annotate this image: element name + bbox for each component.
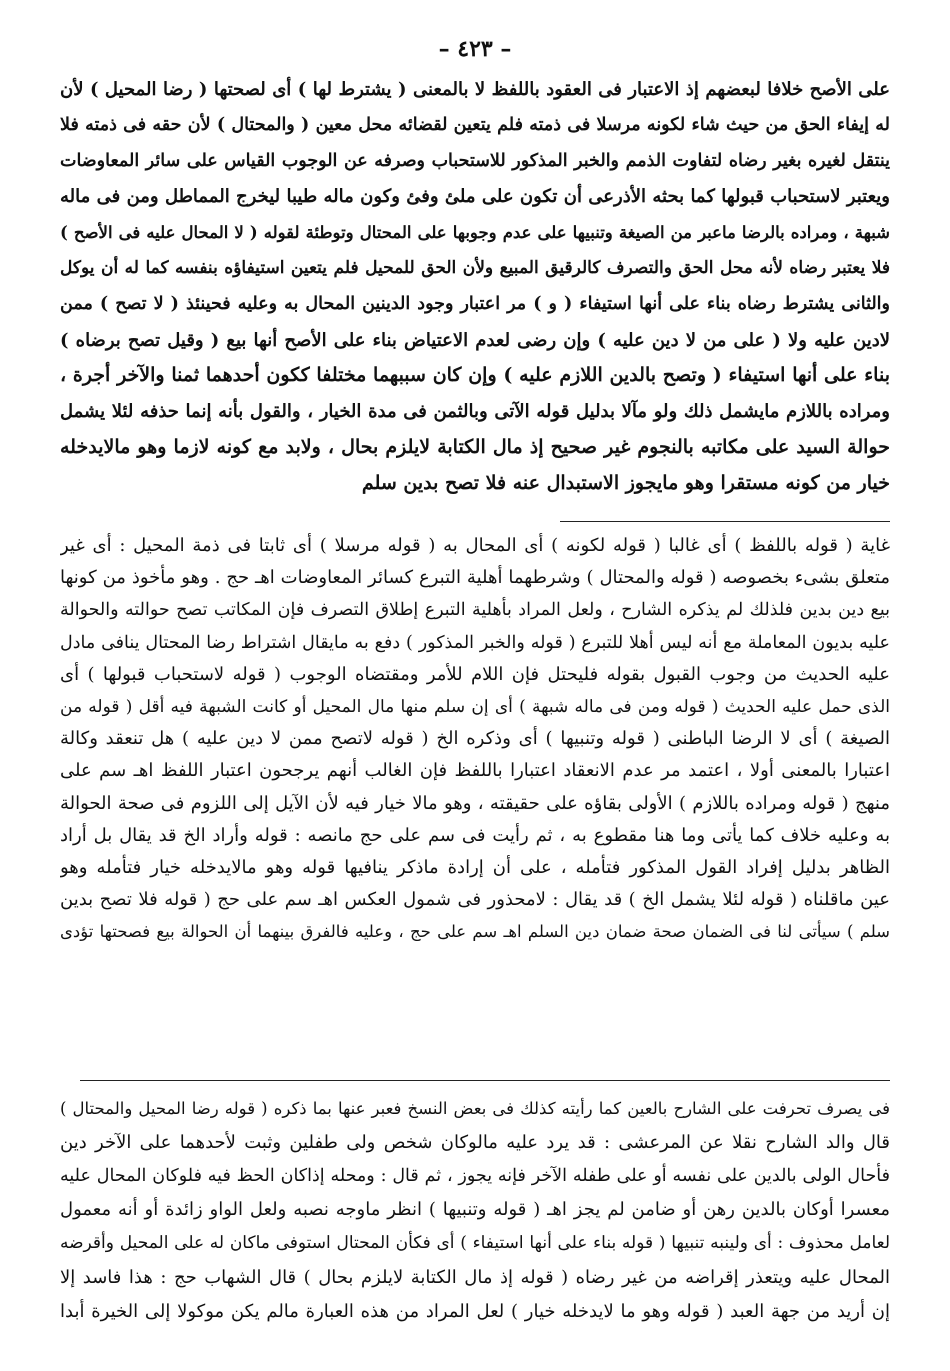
section-divider [80,1080,890,1081]
commentary-line: الذى حمل عليه الحديث ( قوله ومن فى ماله شبهة ) أى إن سلم منها مال المحيل أو كانت الشبهة فيه أقل ( قوله من [60,696,890,717]
main-text-line: على الأصح خلافا لبعضهم إذ الاعتبار فى العقود باللفظ لا بالمعنى ( يشترط لها ) أى لصحتها ( رضا المحيل ) لأن [60,79,890,100]
main-text-line: ومراده باللازم مايشمل ذلك ولو مآلا بدليل قوله الآتى وبالثمن فى مدة الخيار ، والقول بأنه إنما حذفه لئلا يشمل [60,401,890,423]
commentary-line: لعامل محذوف : أى ولينبه تنبيها ( قوله بناء على أنها استيفاء ) أى فكأن المحتال استوفى ماكان له على المحيل وأقرضه [60,1233,890,1254]
commentary-line: عين ماقلناه ( قوله لئلا يشمل الخ ) قد يقال : لامحذور فى شمول العكس اهـ سم على حج ( قوله فلا تصح بدين [60,889,890,911]
commentary-line: منهج ( قوله ومراده باللازم ) الأولى بقاؤه على حقيقته ، وهو مالا خيار فيه لأن الآيل إلى اللزوم فى صحة الحوالة [60,792,890,814]
main-text-line: خيار من كونه مستقرا وهو مايجوز الاستبدال عنه فلا تصح بدين سلم [361,471,890,494]
commentary-line: قال والد الشارح نقلا عن المرعشى : قد يرد عليه مالوكان شخص ولى طفلين وثبت لأحدهما على الآخر دين [60,1131,890,1153]
main-text-line: والثانى يشترط رضاه بناء على أنها استيفاء ( و ) مر اعتبار وجود الدينين المحال به وعليه فحينئذ ( لا تصح ) ممن [60,293,890,314]
main-text-line: ينتقل لغيره بغير رضاه لتفاوت الذمم والخبر المذكور للاستحباب وصرفه عن الوجوب القياس على سائر المعاوضات [60,150,890,171]
main-text [60,72,890,502]
commentary-line: عليه بديون المعاملة مع أنه ليس أهلا للتبرع ( قوله والخبر المذكور ) دفع به مايقال اشتراط رضا المحتال ينافى مادل [60,632,890,653]
commentary-line: الصيغة ) أى لا الرضا الباطنى ( قوله وتنبيها ) أى وذكره الخ ( قوله لاتصح ممن لا دين عليه ) هل تنعقد وكالة [60,728,890,750]
commentary-line: الظاهر بدليل إفراد القول المذكور فتأمله ، على أن إرادة ماذكر ينافيها قوله وهو مالايدخله خيار فتأمله وهو [60,856,890,878]
commentary-line: متعلق بشىء بخصوصه ( قوله والمحتال ) وشرطهما أهلية التبرع كسائر المعاوضات اهـ حج . وهو مأخوذ من كونها [60,567,890,589]
commentary-line: غاية ( قوله باللفظ ) أى غالبا ( قوله لكونه ) أى المحال به ( قوله مرسلا ) أى ثابتا فى ذمة المحيل : أى غير [60,535,890,556]
main-text-line: ويعتبر لاستحباب قبولها كما بحثه الأذرعى أن تكون على ملئ وفئ وكون ماله طيبا ليخرج المماطل ومن فى ماله [60,186,890,208]
commentary-line: فى يصرف تحرفت على الشارح بالعين كما رأيته كذلك فى بعض النسخ فعبر عنها بما ذكره ( قوله رضا المحيل والمحتال ) [60,1099,890,1118]
commentary-line: فأحال الولى بالدين على نفسه أو على طفله الآخر فإنه يجوز ، ثم قال : ومحله إذاكان الحظ فيه فلوكان المحال عليه [60,1165,890,1186]
commentary-line: سلم ) سيأتى لنا فى الضمان صحة ضمان دين السلم اهـ سم على حج ، وعليه فالفرق بينهما أن الحوالة بيع فصحتها تؤدى [60,922,890,942]
main-text-line: لادين عليه ولا ( على من لا دين عليه ) وإن رضى لعدم الاعتياض بناء على الأصح أنها بيع ( وقيل تصح برضاه ) [60,329,890,351]
main-text-line: له إيفاء الحق من حيث شاء لكونه مرسلا فى ذمته فلم يتعين لقضائه محل معين ( والمحتال ) لأن حقه فى ذمته فلا [60,114,890,135]
page-number: – ٤٢٣ – [438,36,512,62]
commentary-line: إن أريد من جهة العبد ( قوله وهو ما لايدخله خيار ) لعل المراد من هذه العبارة مالم يكن موكولا إلى الخيرة أبدا [60,1300,890,1322]
commentary-line: بيع دين بدين فلذلك لم يذكره الشارح ، ولعل المراد بأهلية التبرع إطلاق التصرف فإن المكاتب تصح حوالته والحوالة [60,600,890,621]
commentary-lower [60,1092,890,1329]
main-text-line: بناء على أنها استيفاء ( وتصح بالدين اللازم عليه ) وإن كان سببهما مختلفا ككون أحدهما ثمنا والآخر أجرة ، [60,364,890,387]
main-text-line: فلا يعتبر رضاه لأنه محل الحق والتصرف كالرقيق المبيع ولأن الحق للمحيل فلم يتعين استيفاؤه بنفسه كما له أن يوكل [60,257,890,278]
section-divider [560,521,890,522]
main-text-line: حوالة السيد على مكاتبه بالنجوم غير صحيح إذ مال الكتابة لايلزم بحال ، ولابد مع كونه لازما وهو مالايدخله [60,435,890,458]
commentary-line: عليه الحديث من وجوب القبول بقوله فليحتل فإن اللام للأمر ومقتضاه الوجوب ( قوله لاستحباب قبولها ) أى [60,663,890,685]
main-text-line: شبهة ، ومراده بالرضا ماعبر من الصيغة وتنبيها على عدم وجوبها على المحتال وتوطئة لقوله ( لا المحال عليه فى الأصح ) [60,223,890,243]
commentary-line: معسرا أوكان بالدين رهن أو ضامن لم يجز اهـ ( قوله وتنبيها ) انظر ماوجه نصبه ولعل الواو زائدة أو أنه معمول [60,1199,890,1221]
commentary-upper [60,530,890,948]
commentary-line: به وعليه خلاف كما يأتى وما هنا مقطوع به ، ثم رأيت فى سم على حج مانصه : قوله وأراد الخ قد يقال بل أراد [60,824,890,846]
commentary-line: المحال عليه ويتعذر إقراضه من غير رضاه ( قوله إذ مال الكتابة لايلزم بحال ) قال الشهاب حج : هذا فاسد إلا [60,1266,890,1288]
commentary-line: اعتبارا بالمعنى أولا ، اعتمد مر عدم الانعقاد اعتبارا باللفظ فإن الغالب أنهم يرجحون اعتبار اللفظ اهـ سم على [60,760,890,782]
